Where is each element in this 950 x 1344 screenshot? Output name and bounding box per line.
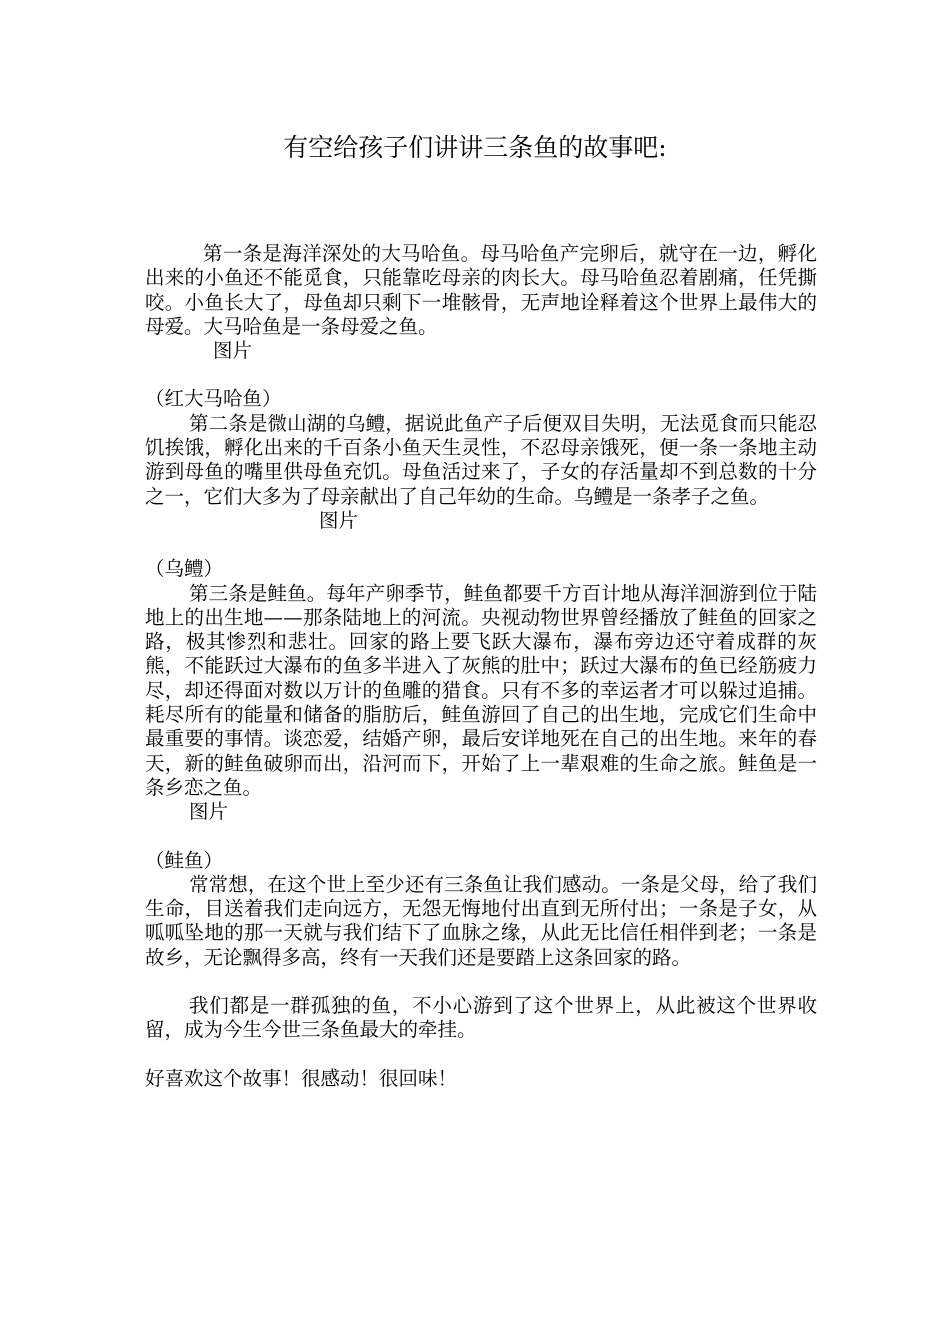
spacer [145, 1043, 817, 1067]
spacer [145, 970, 817, 994]
spacer [145, 533, 817, 557]
image-placeholder-3: 图片 [189, 800, 229, 824]
document-title: 有空给孩子们讲讲三条鱼的故事吧: [283, 133, 667, 162]
caption-3: （鲑鱼） [145, 848, 224, 872]
document-body [145, 242, 817, 1091]
paragraph-salmon-return: 第三条是鲑鱼。每年产卵季节，鲑鱼都要千方百计地从海洋洄游到位于陆地上的出生地——那条陆地上的河流。央视动物世界曾经播放了鲑鱼的回家之路，极其惨烈和悲壮。回家的路上要飞跃大瀑布，瀑布旁边还守着成群的灰熊，不能跃过大瀑布的鱼多半进入了灰熊的肚中；跃过大瀑布的鱼已经筋疲力尽，却还得面对数以万计的鱼雕的猎食。只有不多的幸运者才可以躲过追捕。耗尽所有的能量和储备的脂肪后，鲑鱼游回了自己的出生地，完成它们生命中最重要的事情。谈恋爱，结婚产卵，最后安详地死在自己的出生地。来年的春天，新的鲑鱼破卵而出，沿河而下，开始了上一辈艰难的生命之旅。鲑鱼是一条乡恋之鱼。 [145, 581, 817, 799]
spacer [145, 825, 817, 849]
caption-1: （红大马哈鱼） [145, 387, 282, 411]
paragraph-snakehead: 第二条是微山湖的乌鳢，据说此鱼产子后便双目失明，无法觅食而只能忍饥挨饿，孵化出来的千百条小鱼天生灵性，不忍母亲饿死，便一条一条地主动游到母鱼的嘴里供母鱼充饥。母鱼活过来了，子女的存活量却不到总数的十分之一，它们大多为了母亲献出了自己年幼的生命。乌鳢是一条孝子之鱼。 [145, 411, 817, 508]
paragraph-three-fish: 常常想，在这个世上至少还有三条鱼让我们感动。一条是父母，给了我们生命，目送着我们走向远方，无怨无悔地付出直到无所付出；一条是子女，从呱呱坠地的那一天就与我们结下了血脉之缘，从此无比信任相伴到老；一条是故乡，无论飘得多高，终有一天我们还是要踏上这条回家的路。 [145, 872, 817, 969]
paragraph-closing: 好喜欢这个故事！很感动！很回味！ [145, 1066, 458, 1090]
paragraph-lonely-fish: 我们都是一群孤独的鱼，不小心游到了这个世界上，从此被这个世界收留，成为今生今世三条鱼最大的牵挂。 [145, 994, 817, 1042]
caption-2: （乌鳢） [145, 557, 224, 581]
image-placeholder-2: 图片 [319, 508, 359, 532]
spacer [145, 363, 817, 387]
paragraph-salmon-mother: 第一条是海洋深处的大马哈鱼。母马哈鱼产完卵后，就守在一边，孵化出来的小鱼还不能觅食，只能靠吃母亲的肉长大。母马哈鱼忍着剧痛，任凭撕咬。小鱼长大了，母鱼却只剩下一堆骸骨，无声地诠释着这个世界上最伟大的母爱。大马哈鱼是一条母爱之鱼。 [145, 242, 817, 338]
image-placeholder-1: 图片 [213, 339, 253, 363]
